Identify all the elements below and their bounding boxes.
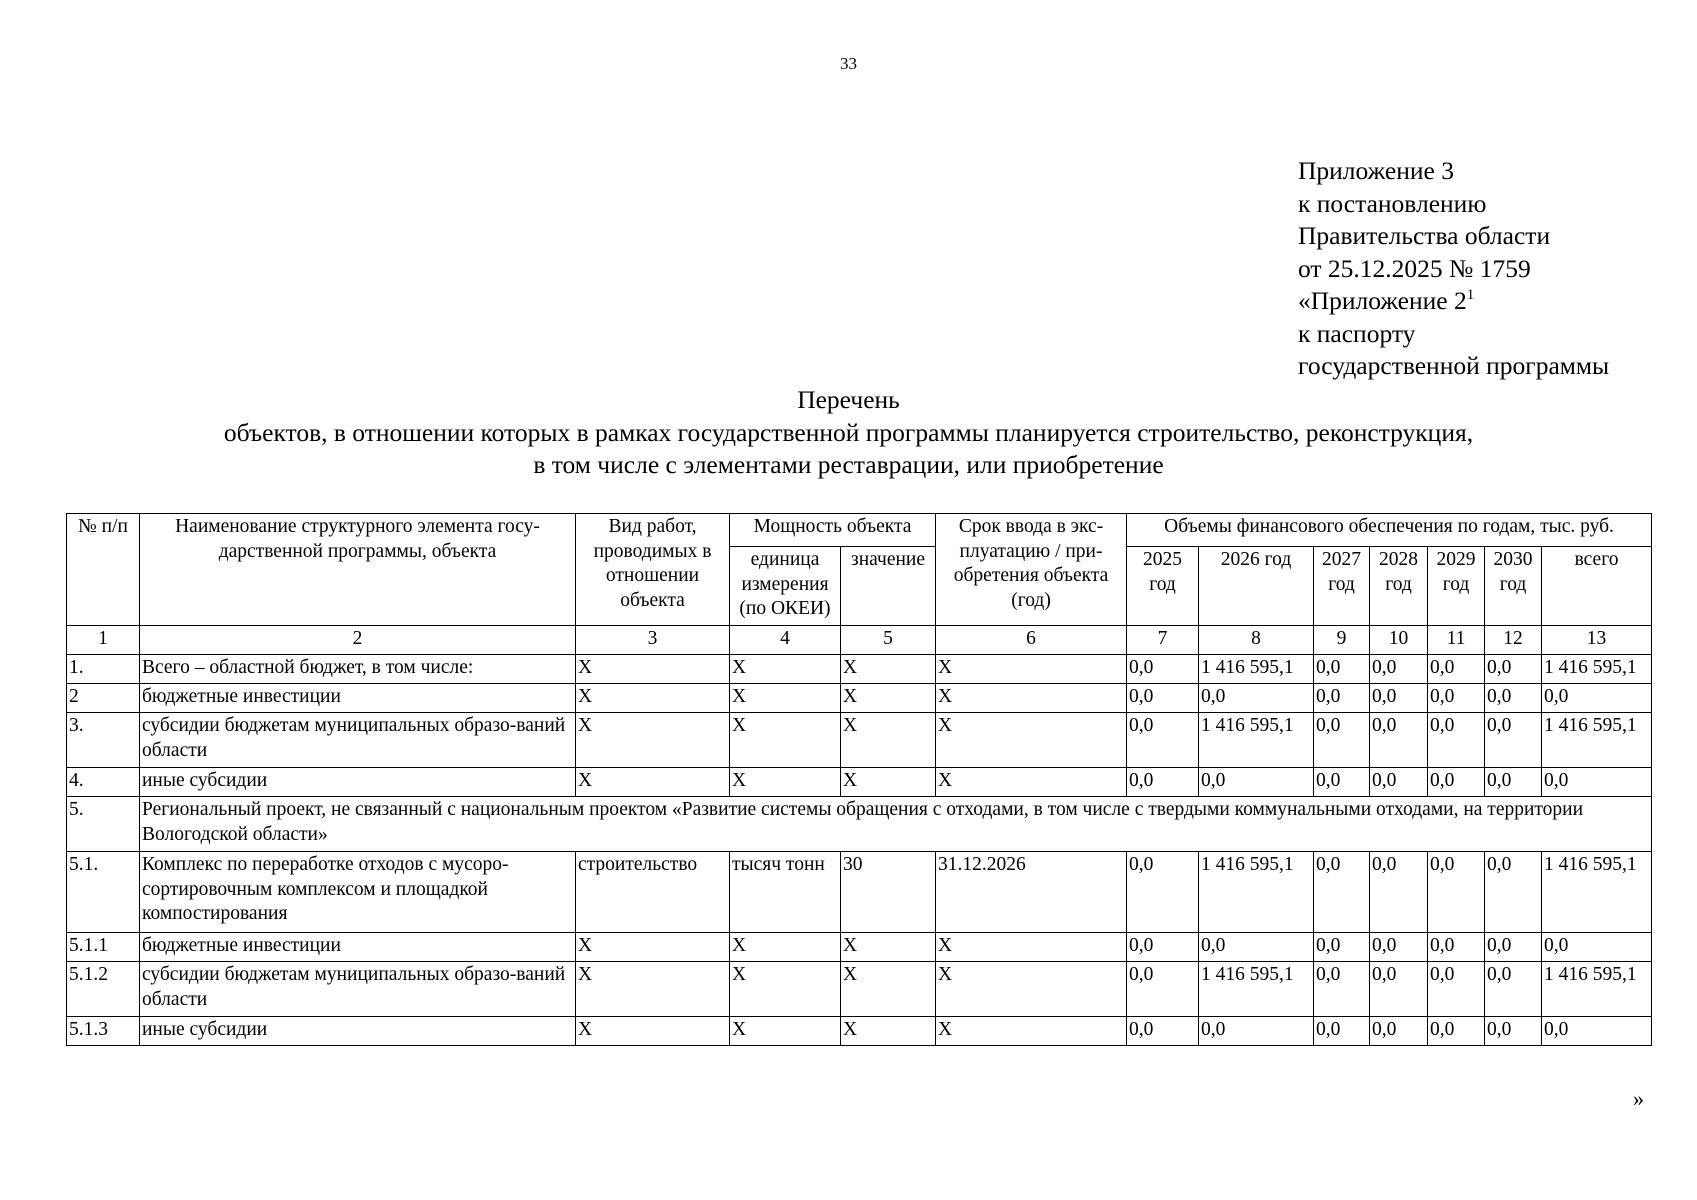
row-term: X — [936, 768, 1127, 797]
header-year-2030: 2030 год — [1485, 547, 1542, 626]
objects-table — [66, 513, 1652, 1046]
title-line-1: Перечень — [797, 385, 900, 414]
row-name: субсидии бюджетам муниципальных образо-ваний области — [140, 713, 576, 768]
annex-line: государственной программы — [1298, 351, 1610, 380]
row-work: X — [576, 1017, 730, 1046]
page-number: 33 — [840, 54, 857, 73]
row-term: X — [936, 684, 1127, 713]
row-y2030: 0,0 — [1485, 684, 1542, 713]
row-unit: X — [730, 962, 841, 1017]
row-y2025: 0,0 — [1127, 768, 1199, 797]
annex-line: Приложение 3 — [1298, 156, 1454, 185]
row-y2030: 0,0 — [1485, 1017, 1542, 1046]
title-line-2: объектов, в отношении которых в рамках государственной программы планируется строительство, реконструкция, — [223, 417, 1474, 447]
row-y2028: 0,0 — [1370, 852, 1428, 933]
title-line-3: в том числе с элементами реставрации, или приобретение — [533, 450, 1164, 479]
row-y2026: 0,0 — [1199, 933, 1314, 962]
row-work: X — [576, 655, 730, 684]
row-term: X — [936, 933, 1127, 962]
row-value: X — [841, 933, 936, 962]
row-y2030: 0,0 — [1485, 962, 1542, 1017]
row-y2027: 0,0 — [1314, 768, 1370, 797]
table-row — [67, 933, 1652, 962]
row-y2025: 0,0 — [1127, 962, 1199, 1017]
row-term: X — [936, 655, 1127, 684]
table-row — [67, 962, 1652, 1017]
row-term: X — [936, 713, 1127, 768]
row-value: X — [841, 684, 936, 713]
header-name: Наименование структурного элемента госу-дарственной программы, объекта — [140, 514, 576, 626]
column-index: 10 — [1370, 626, 1428, 655]
column-index: 1 — [67, 626, 140, 655]
column-index: 12 — [1485, 626, 1542, 655]
row-y2030: 0,0 — [1485, 933, 1542, 962]
row-y2028: 0,0 — [1370, 713, 1428, 768]
row-no: 5.1.2 — [67, 962, 140, 1017]
annex-line: к постановлению — [1298, 188, 1487, 218]
row-term: X — [936, 962, 1127, 1017]
table-row — [67, 768, 1652, 797]
row-y2025: 0,0 — [1127, 1017, 1199, 1046]
row-y2027: 0,0 — [1314, 713, 1370, 768]
document-title — [0, 384, 1697, 482]
table-row — [67, 1017, 1652, 1046]
row-y2029: 0,0 — [1428, 655, 1485, 684]
closing-quote-mark: » — [1633, 1086, 1644, 1111]
column-index: 5 — [841, 626, 936, 655]
header-year-2027: 2027 год — [1314, 547, 1370, 626]
header-row — [67, 514, 1652, 547]
column-index: 4 — [730, 626, 841, 655]
row-work: X — [576, 713, 730, 768]
header-no: № п/п — [67, 514, 140, 626]
project-row — [67, 797, 1652, 852]
row-total: 1 416 595,1 — [1542, 655, 1652, 684]
table-row — [67, 655, 1652, 684]
row-y2029: 0,0 — [1428, 852, 1485, 933]
header-year-2029: 2029 год — [1428, 547, 1485, 626]
row-y2028: 0,0 — [1370, 1017, 1428, 1046]
row-work: X — [576, 933, 730, 962]
row-y2025: 0,0 — [1127, 684, 1199, 713]
row-no: 1. — [67, 655, 140, 684]
row-no: 5.1. — [67, 852, 140, 933]
row-y2027: 0,0 — [1314, 852, 1370, 933]
row-y2030: 0,0 — [1485, 852, 1542, 933]
column-index: 8 — [1199, 626, 1314, 655]
annex-line: к паспорту — [1298, 318, 1416, 348]
row-y2029: 0,0 — [1428, 1017, 1485, 1046]
row-y2025: 0,0 — [1127, 933, 1199, 962]
row-y2028: 0,0 — [1370, 768, 1428, 797]
row-name: бюджетные инвестиции — [140, 933, 576, 962]
row-y2027: 0,0 — [1314, 684, 1370, 713]
header-year-2025: 2025 год — [1127, 547, 1199, 626]
object-row — [67, 852, 1652, 933]
row-total: 0,0 — [1542, 1017, 1652, 1046]
header-year-2028: 2028 год — [1370, 547, 1428, 626]
header-value: значение — [841, 547, 936, 626]
row-total: 1 416 595,1 — [1542, 713, 1652, 768]
table-row — [67, 684, 1652, 713]
column-index: 11 — [1428, 626, 1485, 655]
column-index: 13 — [1542, 626, 1652, 655]
row-total: 1 416 595,1 — [1542, 962, 1652, 1017]
annex-quote-main: «Приложение 2 — [1298, 286, 1467, 315]
project-name: Региональный проект, не связанный с национальным проектом «Развитие системы обращения с отходами, в том числе с твердыми коммунальными отходами, на территории Вологодской области» — [140, 797, 1652, 852]
row-total: 0,0 — [1542, 768, 1652, 797]
row-y2030: 0,0 — [1485, 768, 1542, 797]
row-y2025: 0,0 — [1127, 655, 1199, 684]
row-unit: X — [730, 768, 841, 797]
column-index: 6 — [936, 626, 1127, 655]
row-y2027: 0,0 — [1314, 962, 1370, 1017]
header-unit: единица измерения (по ОКЕИ) — [730, 547, 841, 626]
header-capacity: Мощность объекта — [730, 514, 936, 547]
annex-quote-superscript: 1 — [1466, 287, 1475, 303]
row-y2026: 0,0 — [1199, 768, 1314, 797]
row-no: 5. — [67, 797, 140, 852]
row-y2027: 0,0 — [1314, 655, 1370, 684]
row-y2029: 0,0 — [1428, 684, 1485, 713]
row-work: X — [576, 684, 730, 713]
row-total: 1 416 595,1 — [1542, 852, 1652, 933]
row-y2030: 0,0 — [1485, 655, 1542, 684]
header-finance: Объемы финансового обеспечения по годам, тыс. руб. — [1127, 514, 1652, 547]
row-y2028: 0,0 — [1370, 684, 1428, 713]
row-name: Комплекс по переработке отходов с мусоро-сортировочным комплексом и площадкой компостирования — [140, 852, 576, 933]
row-unit: X — [730, 933, 841, 962]
column-index-row — [67, 626, 1652, 655]
row-name: бюджетные инвестиции — [140, 684, 576, 713]
row-unit: X — [730, 713, 841, 768]
row-total: 0,0 — [1542, 684, 1652, 713]
row-y2025: 0,0 — [1127, 852, 1199, 933]
row-y2026: 0,0 — [1199, 684, 1314, 713]
row-value: X — [841, 768, 936, 797]
row-value: 30 — [841, 852, 936, 933]
row-no: 5.1.3 — [67, 1017, 140, 1046]
row-y2026: 1 416 595,1 — [1199, 713, 1314, 768]
row-no: 5.1.1 — [67, 933, 140, 962]
row-y2029: 0,0 — [1428, 768, 1485, 797]
row-y2029: 0,0 — [1428, 933, 1485, 962]
row-y2026: 1 416 595,1 — [1199, 852, 1314, 933]
row-work: X — [576, 768, 730, 797]
row-y2030: 0,0 — [1485, 713, 1542, 768]
row-term: 31.12.2026 — [936, 852, 1127, 933]
row-unit: X — [730, 655, 841, 684]
header-total: всего — [1542, 547, 1652, 626]
annex-block — [1298, 155, 1609, 383]
column-index: 2 — [140, 626, 576, 655]
row-y2026: 1 416 595,1 — [1199, 655, 1314, 684]
row-name: иные субсидии — [140, 1017, 576, 1046]
annex-line: от 25.12.2025 № 1759 — [1298, 253, 1531, 283]
annex-quote-line — [1298, 285, 1609, 318]
row-y2028: 0,0 — [1370, 933, 1428, 962]
row-work: строительство — [576, 852, 730, 933]
row-y2028: 0,0 — [1370, 962, 1428, 1017]
row-unit: тысяч тонн — [730, 852, 841, 933]
header-term: Срок ввода в экс-плуатацию / при-обретения объекта (год) — [936, 514, 1127, 626]
row-y2026: 0,0 — [1199, 1017, 1314, 1046]
table-row — [67, 713, 1652, 768]
row-no: 2 — [67, 684, 140, 713]
row-no: 4. — [67, 768, 140, 797]
row-y2029: 0,0 — [1428, 962, 1485, 1017]
row-y2029: 0,0 — [1428, 713, 1485, 768]
row-value: X — [841, 655, 936, 684]
row-y2028: 0,0 — [1370, 655, 1428, 684]
column-index: 7 — [1127, 626, 1199, 655]
annex-line: Правительства области — [1298, 221, 1551, 250]
row-value: X — [841, 1017, 936, 1046]
column-index: 9 — [1314, 626, 1370, 655]
row-value: X — [841, 713, 936, 768]
row-name: субсидии бюджетам муниципальных образо-ваний области — [140, 962, 576, 1017]
row-work: X — [576, 962, 730, 1017]
row-unit: X — [730, 684, 841, 713]
header-work: Вид работ, проводимых в отношении объекта — [576, 514, 730, 626]
row-term: X — [936, 1017, 1127, 1046]
row-y2027: 0,0 — [1314, 1017, 1370, 1046]
row-total: 0,0 — [1542, 933, 1652, 962]
header-year-2026: 2026 год — [1199, 547, 1314, 626]
row-y2027: 0,0 — [1314, 933, 1370, 962]
row-name: иные субсидии — [140, 768, 576, 797]
row-no: 3. — [67, 713, 140, 768]
row-unit: X — [730, 1017, 841, 1046]
column-index: 3 — [576, 626, 730, 655]
row-y2026: 1 416 595,1 — [1199, 962, 1314, 1017]
row-y2025: 0,0 — [1127, 713, 1199, 768]
row-name: Всего – областной бюджет, в том числе: — [140, 655, 576, 684]
row-value: X — [841, 962, 936, 1017]
